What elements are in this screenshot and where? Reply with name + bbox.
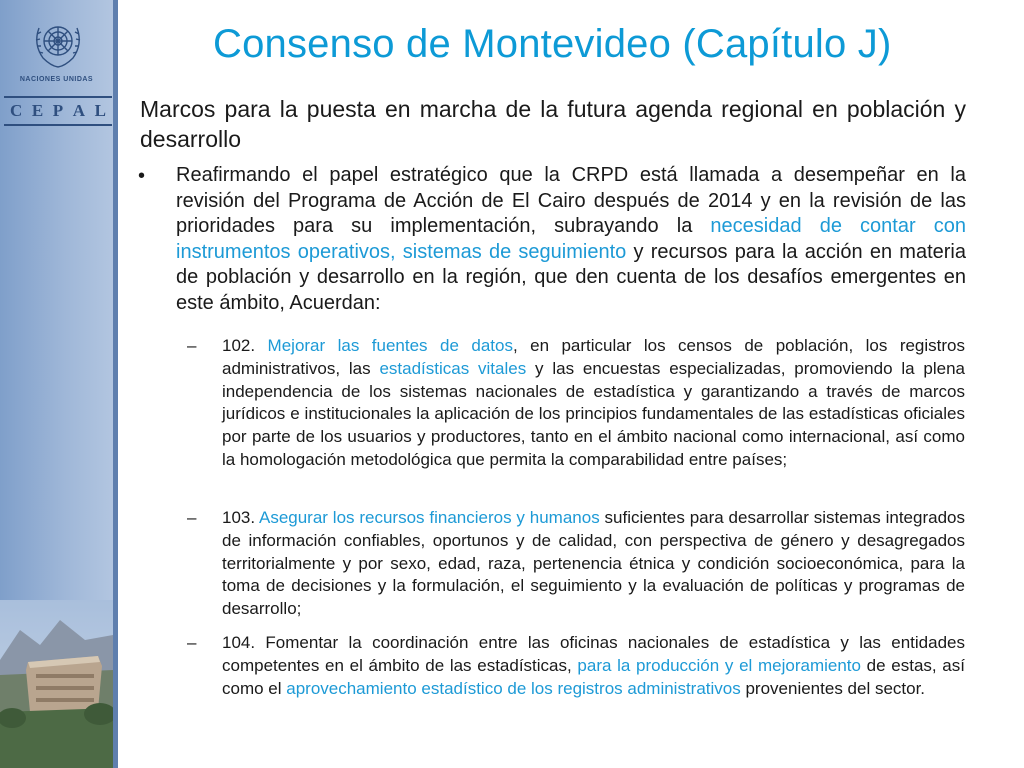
dash-marker: – bbox=[187, 336, 197, 355]
text-highlight: Asegurar los recursos financieros y humanos bbox=[258, 508, 600, 527]
list-item-text bbox=[222, 632, 965, 700]
dash-marker: – bbox=[187, 633, 197, 652]
bullet-text-part: y recursos para la acción en materia de población y desarrollo en la región, que den cuenta de los desafíos emergentes en este ámbito, Acuerdan: bbox=[176, 240, 966, 314]
list-item-text bbox=[222, 335, 965, 472]
text-highlight: Mejorar las fuentes de datos bbox=[267, 336, 513, 355]
cepal-letter: L bbox=[94, 101, 106, 120]
sidebar bbox=[0, 0, 118, 768]
bullet-text-highlight: necesidad de contar con instrumentos operativos, sistemas de seguimiento bbox=[176, 215, 966, 263]
page-title: Consenso de Montevideo (Capítulo J) bbox=[213, 22, 892, 66]
text-part: suficientes para desarrollar sistemas integrados de información confiables, oportunos y de calidad, con perspectiva de género y desagregados territorialmente y por sexo, edad, raza, pertenencia étnica y condición socioeconómica, para la toma de decisiones y la formulación, el seguimiento y la evaluación de políticas y programas de desarrollo; bbox=[222, 508, 965, 619]
list-item-104 bbox=[187, 632, 965, 700]
cepal-logo bbox=[4, 96, 112, 126]
cepal-letter: C bbox=[10, 101, 23, 120]
sidebar-divider bbox=[113, 0, 118, 768]
cepal-letter: A bbox=[72, 101, 86, 120]
text-part: , en particular los censos de población, los registros administrativos, las bbox=[222, 336, 966, 378]
text-part: 103. bbox=[222, 508, 259, 527]
bullet-text bbox=[176, 163, 966, 316]
text-part: 102. bbox=[222, 336, 268, 355]
list-item-text bbox=[222, 507, 965, 621]
text-highlight: para la producción y el mejoramiento bbox=[577, 655, 861, 675]
dash-marker: – bbox=[187, 508, 197, 527]
list-item-103 bbox=[187, 507, 965, 621]
text-highlight: estadísticas vitales bbox=[379, 358, 527, 378]
main-bullet bbox=[138, 163, 966, 316]
building-photo bbox=[0, 600, 113, 768]
bullet-text-part: Reafirmando el papel estratégico que la CRPD está llamada a desempeñar en la revisión del Programa de Acción de El Cairo después de 2014 y en la revisión de las prioridades para su implementación, subrayando la bbox=[176, 164, 966, 237]
text-part: de estas, así como el bbox=[222, 655, 965, 698]
text-part: 104. Fomentar la coordinación entre las oficinas nacionales de estadística y las entidades competentes en el ámbito de las estadísticas, bbox=[222, 633, 965, 675]
intro-text: Marcos para la puesta en marcha de la futura agenda regional en población y desarrollo bbox=[140, 96, 966, 152]
un-emblem-icon bbox=[29, 14, 87, 72]
cepal-letter: E bbox=[31, 101, 44, 120]
text-part: y las encuestas especializadas, promoviendo la plena independencia de los sistemas nacionales de estadística y garantizando a través de marcos jurídicos e institucionales la aplicación de los principios fundamentales de las estadísticas oficiales por parte de los usuarios y productores, tanto en el ámbito nacional como internacional, así como la homologación metodológica que permita la comparabilidad entre países; bbox=[222, 358, 965, 469]
text-highlight: aprovechamiento estadístico de los registros administrativos bbox=[286, 678, 741, 698]
cepal-letter: P bbox=[52, 101, 64, 120]
un-label: NACIONES UNIDAS bbox=[19, 76, 94, 83]
list-item-102 bbox=[187, 335, 965, 472]
bullet-marker: • bbox=[138, 165, 146, 187]
text-part: provenientes del sector. bbox=[740, 678, 926, 698]
